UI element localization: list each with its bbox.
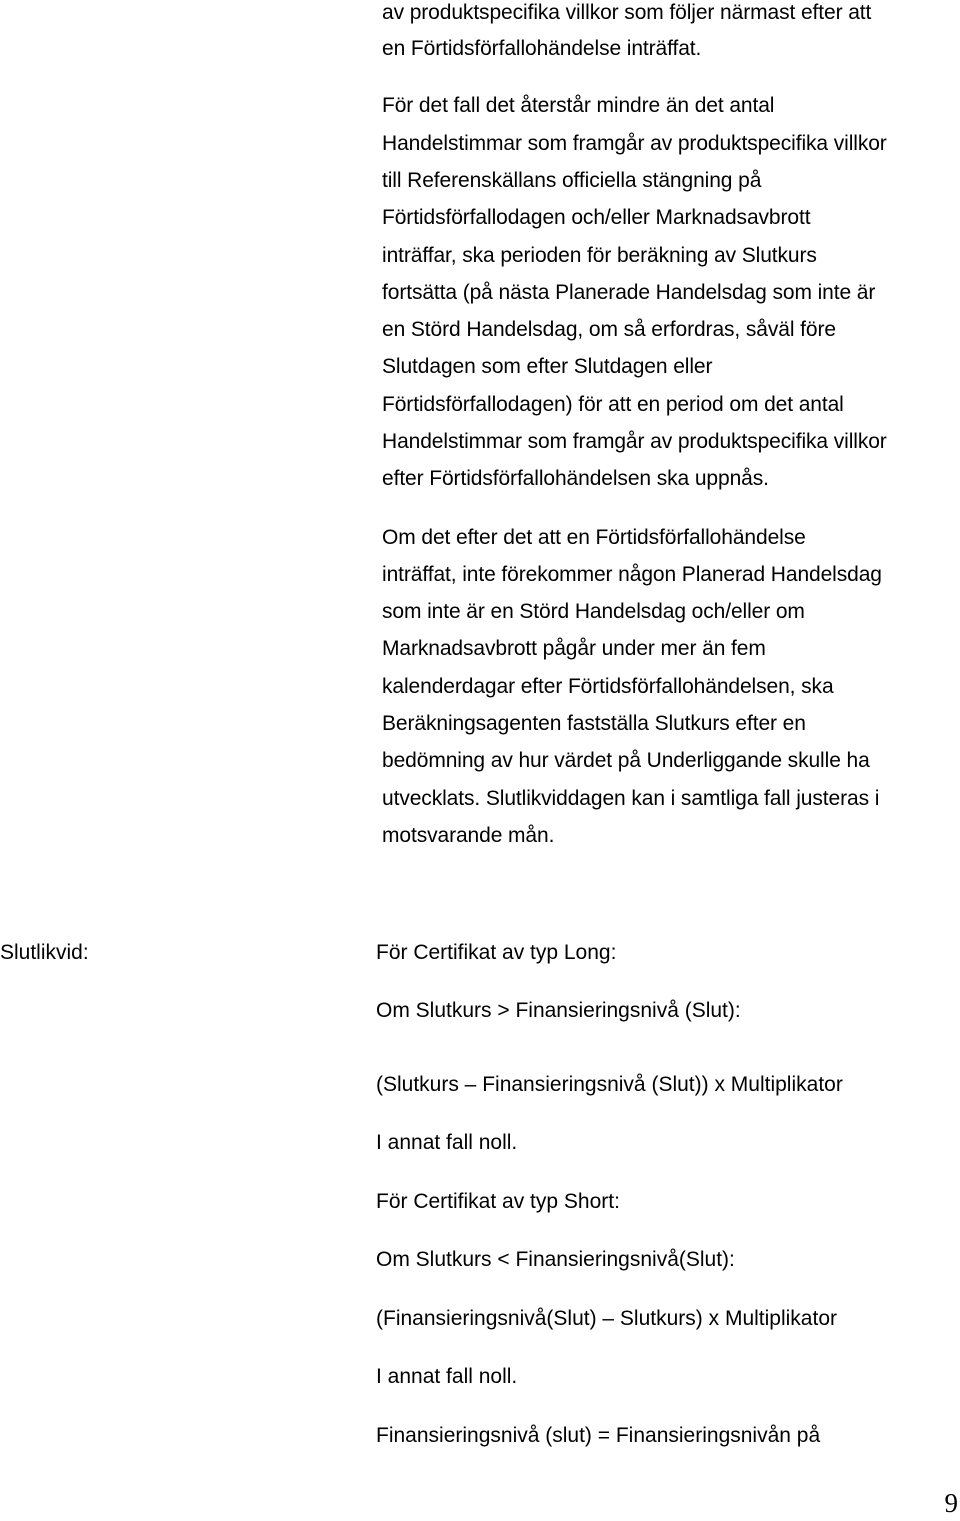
- definition-line: I annat fall noll.: [376, 1131, 518, 1154]
- text-line: bedömning av hur värdet på Underliggande skulle ha: [382, 749, 870, 772]
- definition-line: I annat fall noll.: [376, 1365, 518, 1388]
- formula-line: (Finansieringsnivå(Slut) – Slutkurs) x Multiplikator: [376, 1307, 837, 1330]
- definition-line: Om Slutkurs < Finansieringsnivå(Slut):: [376, 1248, 735, 1271]
- text-line: en Förtidsförfallohändelse inträffat.: [382, 37, 702, 60]
- text-line: inträffat, inte förekommer någon Planerad Handelsdag: [382, 563, 882, 586]
- text-line: till Referenskällans officiella stängning på: [382, 169, 762, 192]
- text-line: inträffar, ska perioden för beräkning av Slutkurs: [382, 244, 817, 267]
- text-line: av produktspecifika villkor som följer närmast efter att: [382, 1, 872, 24]
- definition-line: Finansieringsnivå (slut) = Finansieringsnivån på: [376, 1424, 821, 1447]
- page-number: 9: [944, 1488, 958, 1518]
- text-line: motsvarande mån.: [382, 824, 555, 847]
- formula-line: (Slutkurs – Finansieringsnivå (Slut)) x Multiplikator: [376, 1073, 843, 1096]
- text-line: en Störd Handelsdag, om så erfordras, såväl före: [382, 318, 836, 341]
- text-line: kalenderdagar efter Förtidsförfallohändelsen, ska: [382, 675, 834, 698]
- text-line: som inte är en Störd Handelsdag och/eller om: [382, 600, 805, 623]
- text-line: fortsätta (på nästa Planerade Handelsdag som inte är: [382, 281, 876, 304]
- text-line: Handelstimmar som framgår av produktspecifika villkor: [382, 430, 887, 453]
- text-line: efter Förtidsförfallohändelsen ska uppnås.: [382, 467, 769, 490]
- text-line: Förtidsförfallodagen) för att en period om det antal: [382, 393, 844, 416]
- definition-label: Slutlikvid:: [0, 941, 89, 964]
- definition-line: För Certifikat av typ Short:: [376, 1190, 620, 1213]
- text-line: Om det efter det att en Förtidsförfallohändelse: [382, 526, 806, 549]
- text-line: För det fall det återstår mindre än det antal: [382, 94, 775, 117]
- text-line: utvecklats. Slutlikviddagen kan i samtliga fall justeras i: [382, 787, 880, 810]
- definition-line: För Certifikat av typ Long:: [376, 941, 617, 964]
- text-line: Beräkningsagenten fastställa Slutkurs efter en: [382, 712, 806, 735]
- text-line: Marknadsavbrott pågår under mer än fem: [382, 637, 766, 660]
- text-line: Handelstimmar som framgår av produktspecifika villkor: [382, 132, 887, 155]
- definition-line: Om Slutkurs > Finansieringsnivå (Slut):: [376, 999, 741, 1022]
- text-line: Slutdagen som efter Slutdagen eller: [382, 355, 713, 378]
- text-line: Förtidsförfallodagen och/eller Marknadsavbrott: [382, 206, 811, 229]
